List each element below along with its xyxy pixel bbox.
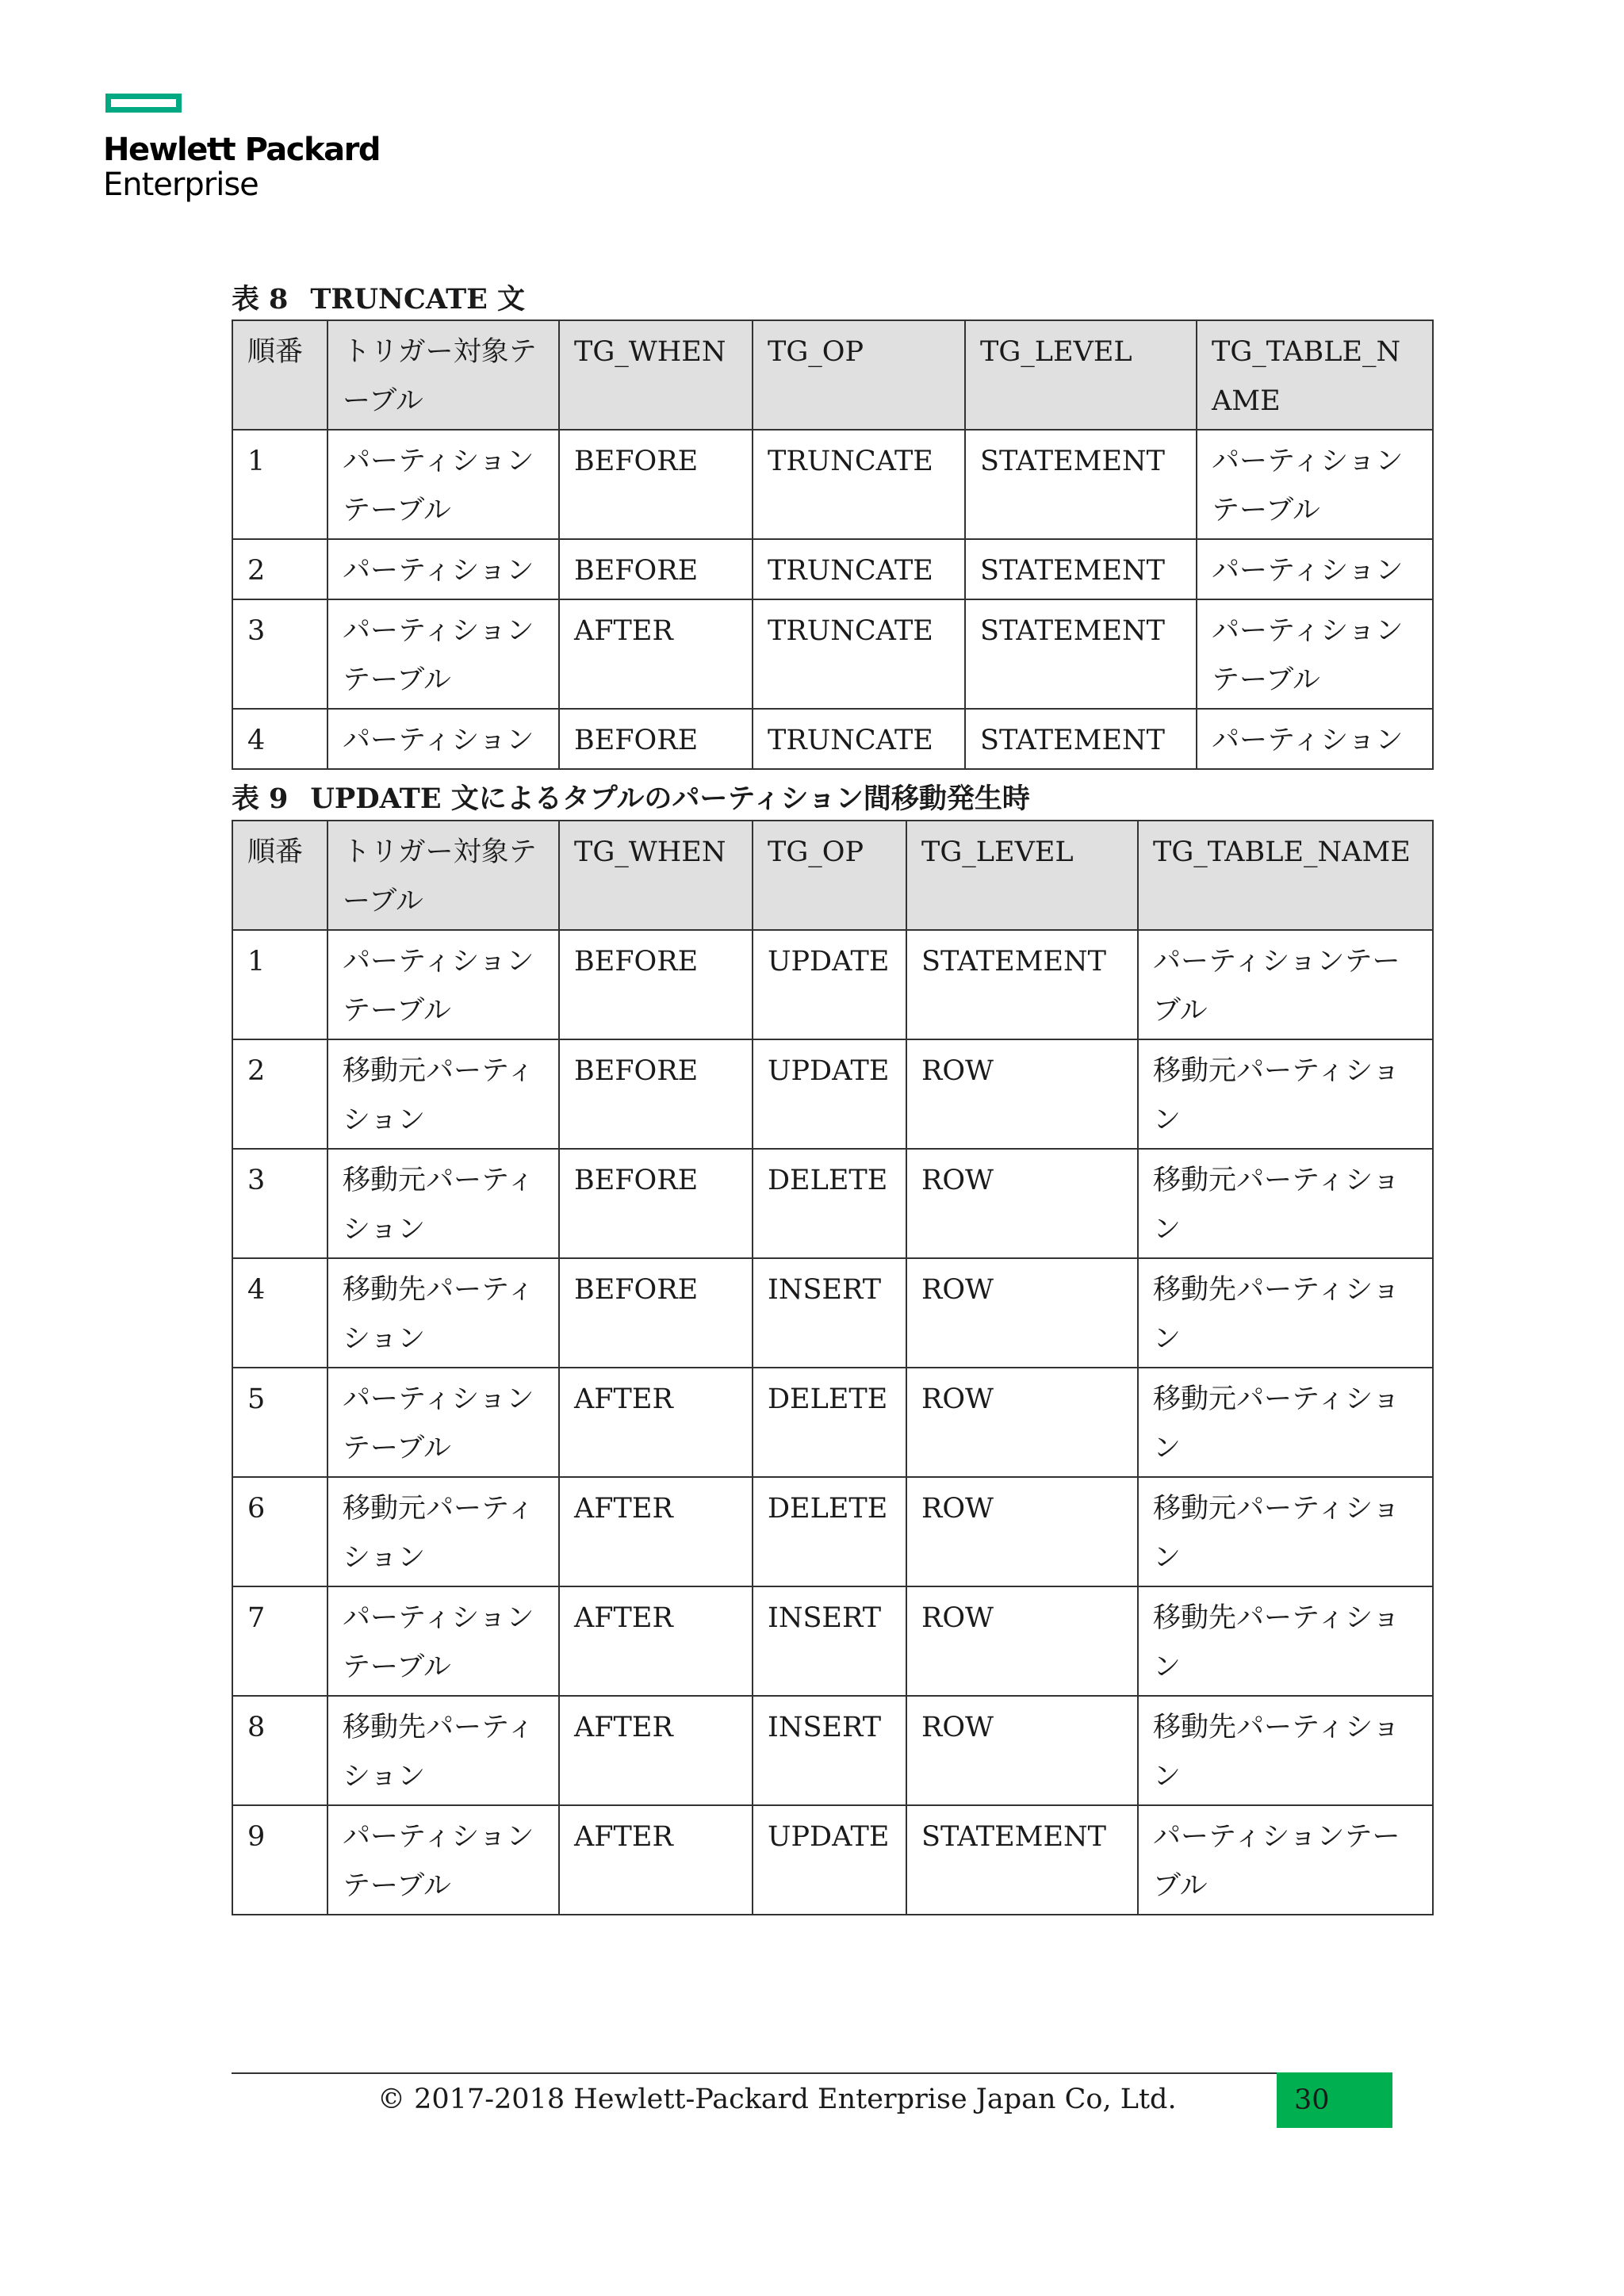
cell-tg-level: ROW (906, 1586, 1138, 1696)
cell-tg-table-name: 移動先パーティション (1138, 1586, 1433, 1696)
cell-tg-when: BEFORE (559, 709, 753, 769)
cell-tg-table-name: 移動先パーティション (1138, 1258, 1433, 1368)
cell-trigger-target: パーティションテーブル (327, 1805, 559, 1915)
cell-tg-when: BEFORE (559, 930, 753, 1039)
cell-tg-when: BEFORE (559, 539, 753, 599)
header-tg-op: TG_OP (753, 320, 965, 430)
cell-tg-when: AFTER (559, 599, 753, 709)
cell-tg-when: AFTER (559, 1368, 753, 1477)
cell-tg-op: TRUNCATE (753, 599, 965, 709)
header-tg-op: TG_OP (753, 821, 906, 930)
cell-tg-table-name: 移動元パーティション (1138, 1039, 1433, 1149)
cell-tg-when: AFTER (559, 1696, 753, 1805)
table-row (232, 1039, 1433, 1149)
cell-tg-level: STATEMENT (965, 709, 1197, 769)
logo-rectangle-icon (105, 94, 182, 113)
caption-title: UPDATE 文によるタプルのパーティション間移動発生時 (310, 783, 1030, 815)
cell-tg-table-name: 移動元パーティション (1138, 1477, 1433, 1586)
cell-tg-op: INSERT (753, 1586, 906, 1696)
cell-order: 1 (232, 930, 327, 1039)
table-header-row (232, 320, 1433, 430)
table-8-caption (232, 277, 525, 317)
cell-tg-level: ROW (906, 1039, 1138, 1149)
cell-trigger-target: 移動先パーティション (327, 1696, 559, 1805)
cell-tg-level: ROW (906, 1149, 1138, 1258)
cell-order: 7 (232, 1586, 327, 1696)
cell-tg-op: UPDATE (753, 930, 906, 1039)
cell-tg-level: STATEMENT (965, 539, 1197, 599)
table-row (232, 1586, 1433, 1696)
cell-order: 8 (232, 1696, 327, 1805)
cell-order: 4 (232, 1258, 327, 1368)
page-number-badge: 30 (1277, 2072, 1392, 2128)
cell-order: 6 (232, 1477, 327, 1586)
table-row (232, 1477, 1433, 1586)
header-tg-when: TG_WHEN (559, 320, 753, 430)
cell-tg-when: AFTER (559, 1805, 753, 1915)
cell-tg-table-name: 移動先パーティション (1138, 1696, 1433, 1805)
cell-order: 3 (232, 599, 327, 709)
caption-number: 8 (269, 283, 289, 316)
cell-tg-op: DELETE (753, 1368, 906, 1477)
cell-trigger-target: 移動元パーティション (327, 1477, 559, 1586)
cell-order: 3 (232, 1149, 327, 1258)
cell-tg-when: BEFORE (559, 1258, 753, 1368)
cell-tg-level: ROW (906, 1368, 1138, 1477)
logo-text-line2: Enterprise (103, 166, 259, 203)
header-trigger-target: トリガー対象テーブル (327, 821, 559, 930)
header-trigger-target: トリガー対象テーブル (327, 320, 559, 430)
table-row (232, 1368, 1433, 1477)
cell-tg-table-name: 移動元パーティション (1138, 1149, 1433, 1258)
cell-trigger-target: パーティションテーブル (327, 930, 559, 1039)
table-header-row (232, 821, 1433, 930)
cell-tg-table-name: パーティションテーブル (1138, 930, 1433, 1039)
table-row (232, 599, 1433, 709)
header-order: 順番 (232, 821, 327, 930)
header-tg-table-name: TG_TABLE_NAME (1197, 320, 1433, 430)
header-tg-table-name: TG_TABLE_NAME (1138, 821, 1433, 930)
footer-divider (232, 2072, 1278, 2074)
table-row (232, 430, 1433, 539)
cell-tg-level: STATEMENT (906, 930, 1138, 1039)
header-tg-level: TG_LEVEL (906, 821, 1138, 930)
cell-trigger-target: パーティションテーブル (327, 599, 559, 709)
cell-tg-when: BEFORE (559, 430, 753, 539)
cell-order: 1 (232, 430, 327, 539)
cell-tg-level: STATEMENT (906, 1805, 1138, 1915)
cell-order: 2 (232, 1039, 327, 1149)
table-row (232, 1149, 1433, 1258)
cell-tg-table-name: パーティション (1197, 539, 1433, 599)
cell-tg-when: BEFORE (559, 1149, 753, 1258)
header-tg-when: TG_WHEN (559, 821, 753, 930)
cell-tg-table-name: パーティション (1197, 709, 1433, 769)
cell-tg-level: ROW (906, 1477, 1138, 1586)
cell-trigger-target: パーティションテーブル (327, 1368, 559, 1477)
cell-trigger-target: 移動先パーティション (327, 1258, 559, 1368)
caption-prefix: 表 (232, 783, 260, 815)
cell-tg-when: AFTER (559, 1586, 753, 1696)
table-9-caption (232, 777, 1030, 817)
cell-tg-op: DELETE (753, 1477, 906, 1586)
logo-text-line1: Hewlett Packard (103, 132, 380, 168)
cell-tg-op: TRUNCATE (753, 709, 965, 769)
cell-tg-when: BEFORE (559, 1039, 753, 1149)
cell-tg-op: UPDATE (753, 1805, 906, 1915)
cell-order: 5 (232, 1368, 327, 1477)
caption-number: 9 (269, 783, 289, 815)
cell-tg-table-name: パーティションテーブル (1197, 430, 1433, 539)
cell-order: 4 (232, 709, 327, 769)
cell-tg-when: AFTER (559, 1477, 753, 1586)
cell-tg-op: UPDATE (753, 1039, 906, 1149)
cell-order: 9 (232, 1805, 327, 1915)
table-row (232, 930, 1433, 1039)
cell-tg-level: STATEMENT (965, 599, 1197, 709)
header-tg-level: TG_LEVEL (965, 320, 1197, 430)
cell-tg-op: INSERT (753, 1696, 906, 1805)
cell-tg-level: ROW (906, 1258, 1138, 1368)
cell-tg-table-name: 移動元パーティション (1138, 1368, 1433, 1477)
table-row (232, 539, 1433, 599)
table-row (232, 1258, 1433, 1368)
cell-tg-level: STATEMENT (965, 430, 1197, 539)
caption-title: TRUNCATE 文 (310, 283, 526, 316)
cell-tg-op: TRUNCATE (753, 430, 965, 539)
cell-trigger-target: パーティションテーブル (327, 430, 559, 539)
cell-tg-table-name: パーティションテーブル (1138, 1805, 1433, 1915)
cell-tg-table-name: パーティションテーブル (1197, 599, 1433, 709)
cell-tg-op: DELETE (753, 1149, 906, 1258)
header-order: 順番 (232, 320, 327, 430)
cell-tg-op: TRUNCATE (753, 539, 965, 599)
cell-trigger-target: 移動元パーティション (327, 1149, 559, 1258)
cell-trigger-target: パーティション (327, 709, 559, 769)
cell-trigger-target: パーティション (327, 539, 559, 599)
update-partition-move-table (232, 820, 1434, 1915)
table-row (232, 1805, 1433, 1915)
caption-prefix: 表 (232, 283, 260, 316)
table-row (232, 709, 1433, 769)
cell-tg-op: INSERT (753, 1258, 906, 1368)
cell-order: 2 (232, 539, 327, 599)
cell-tg-level: ROW (906, 1696, 1138, 1805)
cell-trigger-target: 移動元パーティション (327, 1039, 559, 1149)
footer-copyright: © 2017-2018 Hewlett-Packard Enterprise Japan Co, Ltd. (377, 2084, 1177, 2115)
cell-trigger-target: パーティションテーブル (327, 1586, 559, 1696)
table-row (232, 1696, 1433, 1805)
truncate-trigger-table (232, 320, 1434, 770)
